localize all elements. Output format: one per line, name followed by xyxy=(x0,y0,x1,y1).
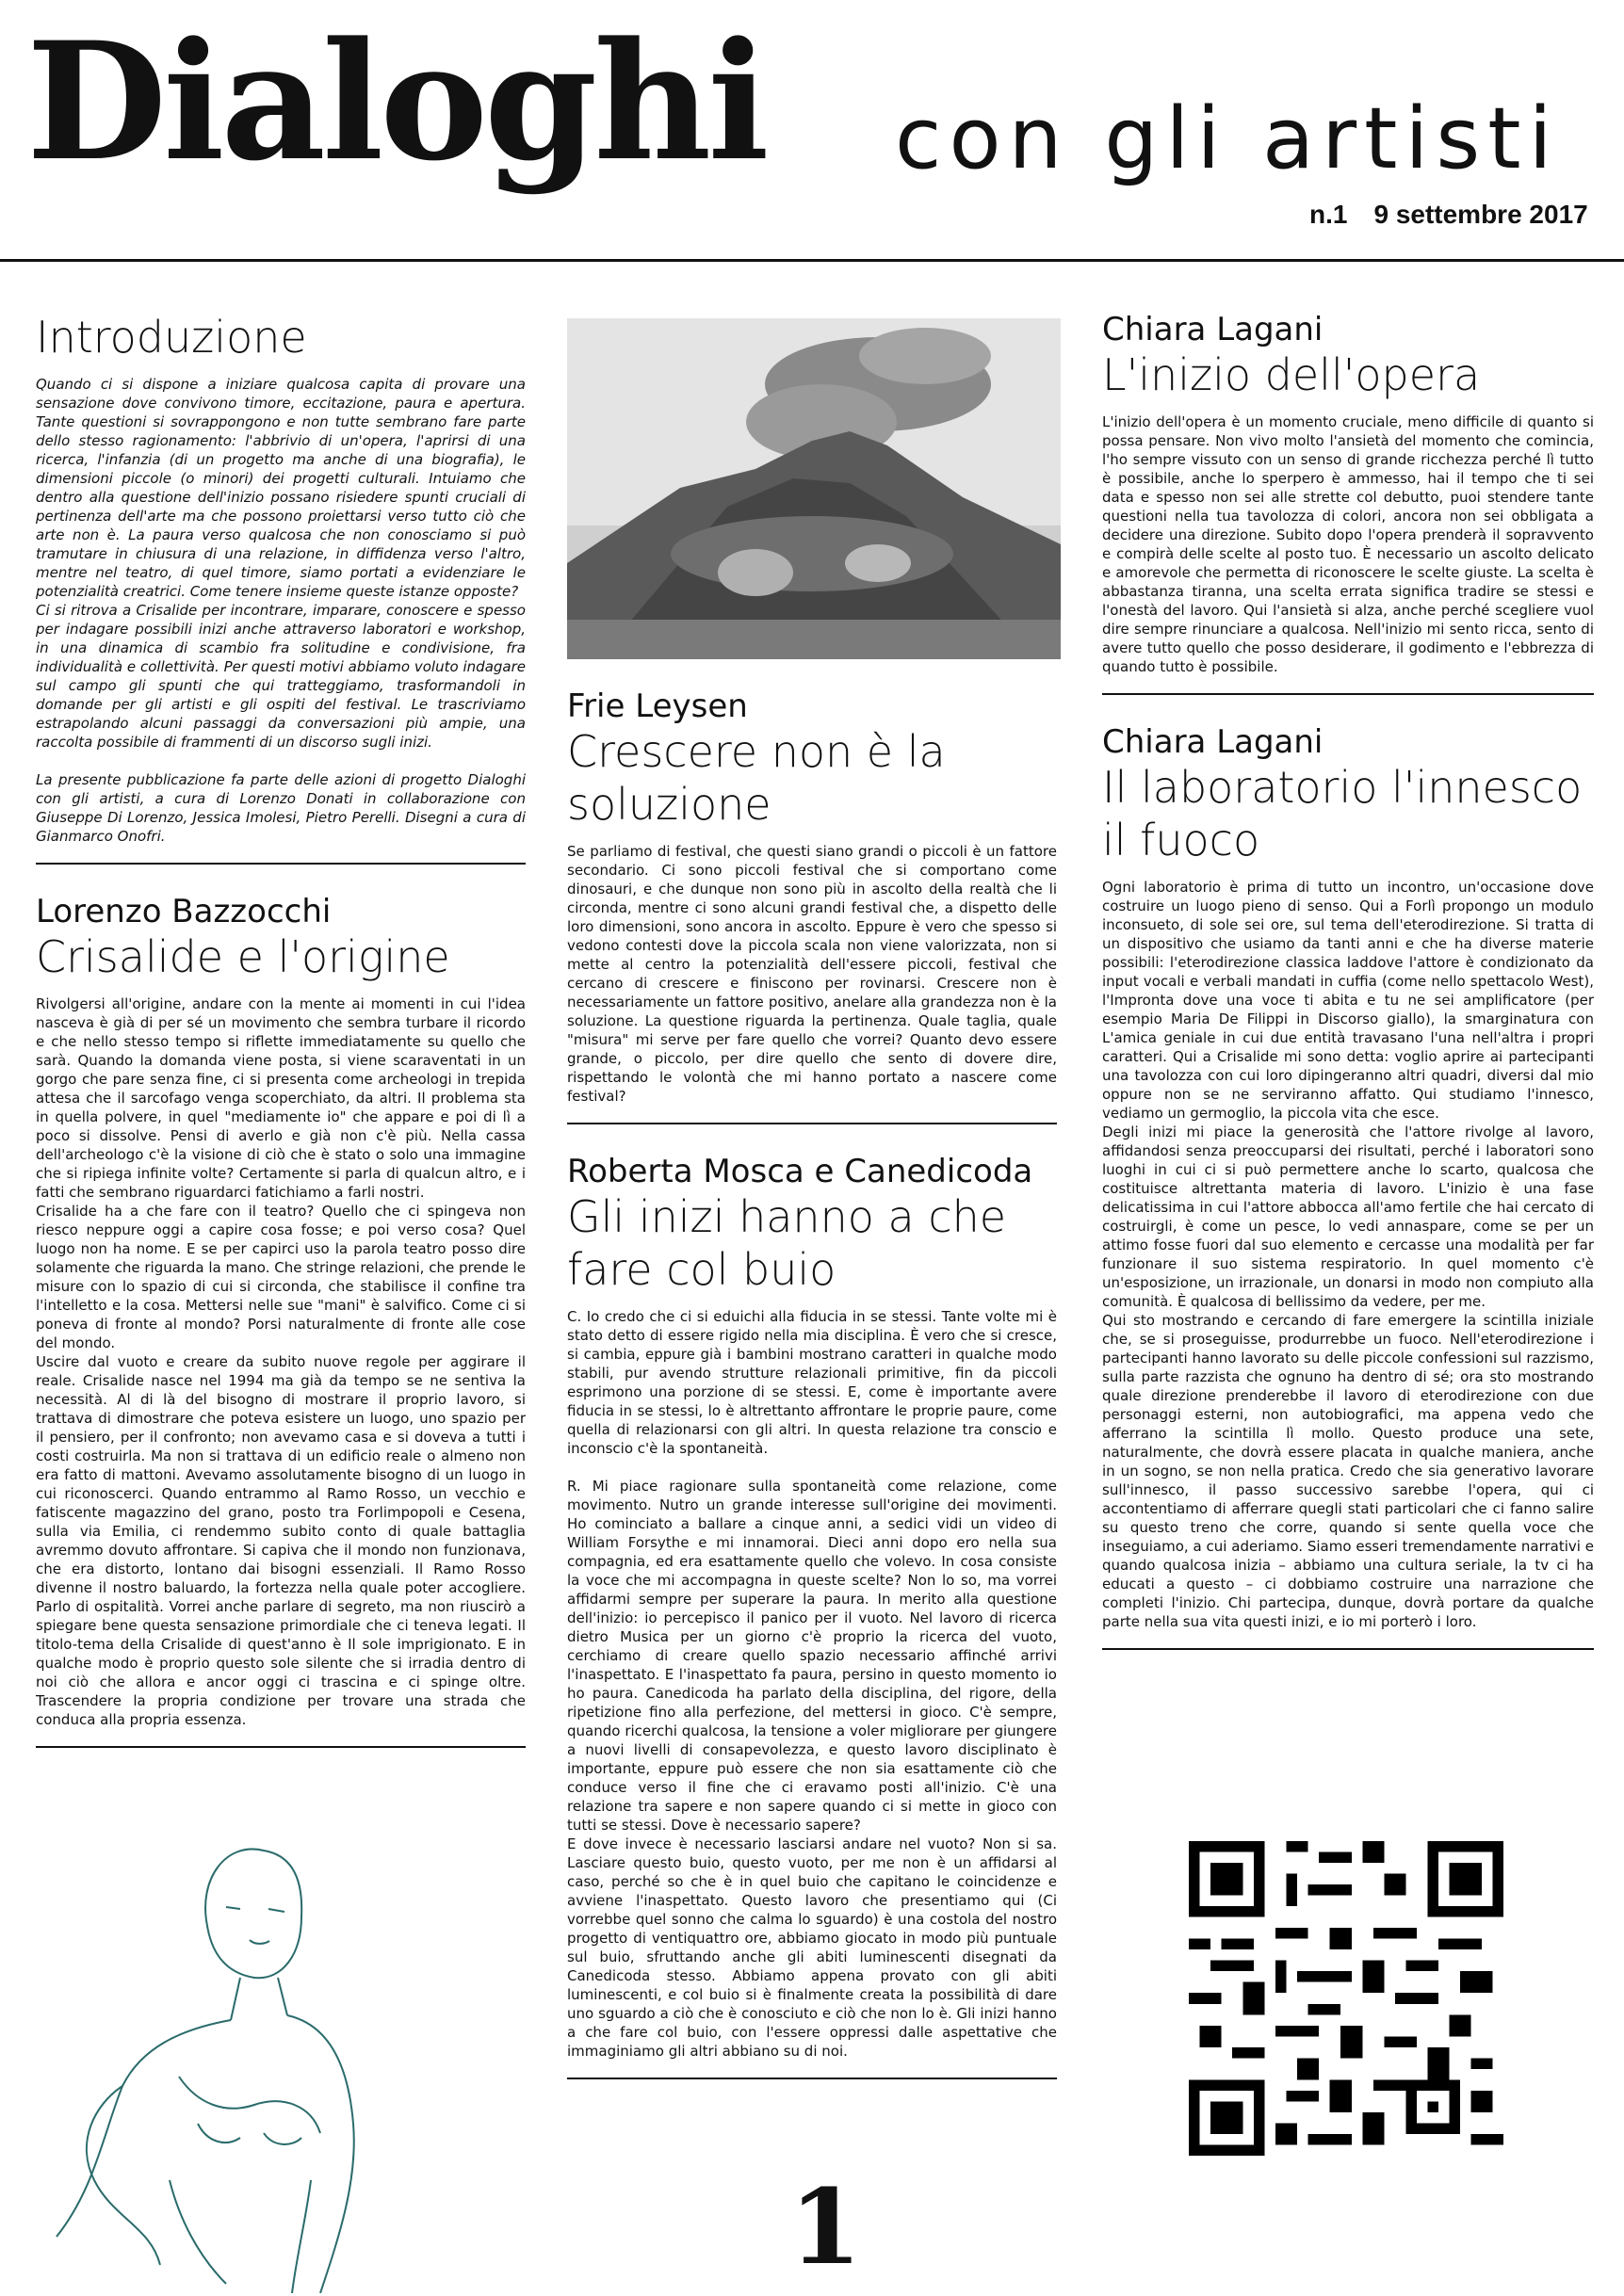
intro-paragraph: Ci si ritrova a Crisalide per incontrare, imparare, conoscere e spesso per indagare possibili inizi anche attraverso laboratori e workshop, in una dinamica di scambio fra solitudine e condivisione, fra individualità e collettività. Per questi motivi abbiamo voluto indagare sul campo gli spunti che qui tratteggiamo, trasformandoli in domande per gli artisti e gli ospiti del festival. Le trascriviamo estrapolando alcuni passaggi da conversazioni più ampie, una raccolta possibile di frammenti di un discorso sugli inizi. xyxy=(36,602,526,751)
lagani2-author: Chiara Lagani xyxy=(1102,723,1324,761)
mosca-title: Gli inizi hanno a che fare col buio xyxy=(567,1191,1007,1295)
mosca-paragraph: R. Mi piace ragionare sulla spontaneità come relazione, come movimento. Nutro un grande interesse sull'origine dei movimenti. Ho cominciato a ballare a cinque anni, a sedici vidi un video di William Forsythe e mi innamorai. Dieci anni dopo ero nella sua compagnia, ed era esattamente quello che volevo. In cosa consiste la voce che mi accompagna in queste scelte? Non lo so, ma vorrei affidarmi sempre per superare la paura. In merito alla questione dell'inizio: io percepisco il panico per il vuoto. Nel lavoro di ricerca dietro Musica per un giorno c'è proprio la ricerca del vuoto, cerchiamo di creare quello spazio necessario affinché arrivi l'inaspettato. E l'inaspettato fa paura, persino in questo momento io ho paura. Canedicoda ha parlato della disciplina, del rigore, della ripetizione fino alla perfezione, del mettersi in gioco. C'è sempre, quando ricerchi qualcosa, la tensione a voler migliorare per giungere a nuovi livelli di consapevolezza, e questo lavoro disciplinato è importante, eppure può essere che non sia esattamente ciò che conduce verso il fine che ci eravamo posti all'inizio. C'è una relazione tra sapere e non sapere quando ci si mette in gioco con tutti se stessi. Dove è necessario sapere? xyxy=(567,1478,1057,1834)
bazzocchi-body xyxy=(36,994,526,1729)
section-divider xyxy=(567,1123,1057,1124)
issue-line xyxy=(1309,200,1615,230)
column-middle xyxy=(567,311,1057,2108)
figure-sketch-drawing xyxy=(38,1822,377,2293)
leysen-title: Crescere non è la soluzione xyxy=(567,726,946,830)
bazzocchi-paragraph: Crisalide ha a che fare con il teatro? Quello che ci spingeva non riesco neppure oggi a capire cosa fosse; e poi verso cosa? Quel luogo non ha nome. E se per capirci uso la parola teatro posso dire solamente che riguarda la mano. Che stringe relazioni, che prende le misure con lo spazio di cui si circonda, che stabilisce il confine tra l'intelletto e la cosa. Mettersi nelle sue "mani" è salvifico. Come ci si poneva di fronte al mondo? Porsi naturalmente di fronte alle cose del mondo. xyxy=(36,1203,526,1351)
lagani1-paragraph: L'inizio dell'opera è un momento cruciale, meno difficile di quanto si possa pensare. Non vivo molto l'ansietà del momento che comincia, l'ho sempre vissuto con un senso di grande ricchezza perché lì tutto è possibile, anche lo sperpero è ammesso, hai il tempo che ti sei data e spesso non sei alle strette col debutto, puoi stendere tante questioni nella tua tavolozza di colori, ancora non sei obbligata a decidere una direzione. Subito dopo l'opera prenderà il sopravvento e compirà delle scelte al posto tuo. È necessario un ascolto delicato e amorevole che permetta di riconoscere le scelte giuste. La scelta è abbastanza tiranna, una scelta errata significa tradire se stessi e l'onestà del lavoro. Qui l'ansietà si alza, anche perché scegliere vuol dire sempre rinunciare a qualcosa. Nell'inizio mi sento ricca, sento di avere tutto quello che posso desiderare, il godimento e l'ebbrezza di quando tutto è possibile. xyxy=(1102,413,1594,675)
issue-number: n.1 xyxy=(1309,200,1348,229)
lagani2-paragraph: Ogni laboratorio è prima di tutto un incontro, un'occasione dove costruire un luogo pieno di senso. Qui a Forlì propongo un modulo inconsueto, di sole sei ore, sul tema dell'eterodirezione. Si tratta di un dispositivo che usiamo da tanti anni e che ha diverse materie possibili: l'eterodirezione classica laddove l'attore è condizionato da input vocali e verbali mandati in cuffia (come nello spettacolo West), l'Impronta dove una voce ti abita e tu ne sei amplificatore (per esempio Maria De Filippi in Discorso giallo), la smarginatura con L'amica geniale in cui due entità travasano l'una nell'altra i propri caratteri. Qui a Crisalide mi sono detta: voglio aprire ai partecipanti una tavolozza con cui loro dipingeranno altri quadri, diversi dal mio oppure non se ne serviranno affatto. Qui studiamo l'innesco, vediamo un germoglio, la piccola vita che esce. xyxy=(1102,879,1594,1122)
lagani2-body xyxy=(1102,878,1594,1631)
masthead-subtitle: con gli artisti xyxy=(895,89,1560,188)
page-number: 1 xyxy=(789,2166,862,2288)
leysen-author: Frie Leysen xyxy=(567,687,748,725)
lagani2-title: Il laboratorio l'innesco il fuoco xyxy=(1102,762,1583,865)
intro-paragraph: Quando ci si dispone a iniziare qualcosa capita di provare una sensazione dove convivono timore, eccitazione, paura e apertura. Tante questioni si sovrappongono e non tutte sembrano fare parte dello stesso ragionamento: l'abbrivio di un'opera, l'aprirsi di una ricerca, l'infanzia (di un progetto ma anche di una biografia), le dimensioni piccole (o minori) dei progetti culturali. Intuiamo che dentro alla questione dell'inizio possano risiedere spunti cruciali di pertinenza dell'arte ma che possono proiettarsi verso tutto ciò che arte non è. La paura verso qualcosa che non conosciamo si può tramutare in chiusura di una relazione, in diffidenza verso l'altro, mentre nel teatro, di quel timore, siamo portati a evidenziare le potenzialità creatrici. Come tenere insieme queste istanze opposte? xyxy=(36,376,526,600)
leysen-paragraph: Se parliamo di festival, che questi siano grandi o piccoli è un fattore secondario. Ci sono piccoli festival che si comportano come dinosauri, e che dunque non sono più in ascolto della realtà che li circonda, mentre ci sono alcuni grandi festival che, a dispetto delle loro dimensioni, sono ancora in ascolto. Eppure è vero che spesso si vedono contesti dove la piccola scala non viene valorizzata, non si mette al centro la potenzialità dell'essere piccoli, festival che cercano di crescere e finiscono per rovinarsi. Crescere non è necessariamente un fattore positivo, anelare alla grandezza non è la soluzione. La questione riguarda la pertinenza. Quale taglia, quale "misura" mi serve per fare quello che vorrei? Quanto devo essere grande, o piccolo, per dire quello che sento di dovere dire, rispettando le volontà che mi hanno portato a nascere come festival? xyxy=(567,843,1057,1105)
section-divider xyxy=(567,2078,1057,2079)
mosca-body xyxy=(567,1307,1057,2061)
mosca-author: Roberta Mosca e Canedicoda xyxy=(567,1153,1033,1190)
bazzocchi-title: Crisalide e l'origine xyxy=(36,931,450,982)
section-divider xyxy=(36,863,526,865)
section-divider xyxy=(36,1746,526,1748)
masthead-rule xyxy=(0,259,1624,262)
column-right xyxy=(1102,311,1594,1678)
issue-date: 9 settembre 2017 xyxy=(1373,200,1588,229)
column-left xyxy=(36,311,526,1776)
bazzocchi-paragraph: Rivolgersi all'origine, andare con la mente ai momenti in cui l'idea nasceva è già di per sé un movimento che sembra turbare il ricordo e che nello stesso tempo si riflette immediatamente su quello che sarà. Quando la domanda viene posta, si viene scaraventati in un gorgo che pare senza fine, ci si presenta come archeologi in trepida attesa che il sarcofago venga scoperchiato, da altri. Il problema sta in quella polvere, in quel "mediamente io" che appare e poi di lì a poco si dissolve. Pensi di averlo e già non c'è più. Nella cassa dell'archeologo c'è la visione di ciò che è stato o solo una immagine che si ripiega infinite volte? Certamente si parla di qualcun altro, e i fatti che sembrano riguardarci fatichiamo a farli nostri. xyxy=(36,995,526,1201)
qr-code[interactable] xyxy=(1189,1841,1503,2156)
intro-title: Introduzione xyxy=(36,312,307,363)
lagani1-title: L'inizio dell'opera xyxy=(1102,349,1481,400)
lagani2-paragraph: Degli inizi mi piace la generosità che l'attore rivolge al lavoro, affidandosi senza preoccuparsi dei risultati, perché i laboratori sono luoghi in cui ci si può permettere anche lo scarto, qualcosa che costituisce altrettanta materia di lavoro. L'inizio è una fase delicatissima in cui l'attore abbocca all'amo fertile che hai cercato di costruirgli, è come un pesce, lo vedi annaspare, come se per un attimo fosse fuori dal suo elemento e cercasse una modalità per far funzionare il suo sistema respiratorio. In quel momento c'è un'esposizione, un irrazionale, un donarsi in modo non compiuto alla comunità. È qualcosa di bellissimo da vedere, per me. xyxy=(1102,1124,1594,1310)
bazzocchi-paragraph: Uscire dal vuoto e creare da subito nuove regole per aggirare il reale. Crisalide nasce nel 1994 ma già da tempo se ne sentiva la necessità. Al di là del bisogno di mostrare il proprio lavoro, si trattava di dimostrare che poteva esistere un luogo, uno spazio per il pensiero, per il confronto; non avevamo casa e si doveva a tutti i costi costruirla. Ma non si trattava di un edificio reale o almeno non era fatto di mattoni. Avevamo assolutamente bisogno di un luogo in cui riconoscerci. Quando entrammo al Ramo Rosso, un vecchio e fatiscente magazzino del grano, posto tra Forlimpopoli e Cesena, sulla via Emilia, ci rendemmo subito conto di quale battaglia avremmo dovuto affrontare. Si capiva che il mondo non funzionava, che era distorto, lontano dai bisogni essenziali. Il Ramo Rosso divenne il nostro baluardo, la fortezza nella quale poter accogliere. Parlo di ospitalità. Vorrei anche parlare di segreto, ma non riuscirò a spiegare bene questa sensazione primordiale che ci teneva legati. Il titolo-tema della Crisalide di quest'anno è Il sole imprigionato. E in qualche modo è proprio questo sole silente che si irradia dentro di noi ciò che allora e ancor oggi ci trascina e ci spinge oltre. Trascendere la propria condizione per trovare una strada che conduca alla propria essenza. xyxy=(36,1353,526,1728)
leysen-body xyxy=(567,842,1057,1106)
lagani1-body xyxy=(1102,412,1594,676)
masthead-title: Dialoghi xyxy=(26,6,766,197)
bazzocchi-author: Lorenzo Bazzocchi xyxy=(36,893,332,930)
intro-body xyxy=(36,375,526,846)
section-divider xyxy=(1102,1648,1594,1650)
volcano-engraving-image xyxy=(567,318,1061,659)
mosca-paragraph: C. Io credo che ci si eduichi alla fiducia in se stessi. Tante volte mi è stato detto di essere rigido nella mia disciplina. È vero che si cresce, si cambia, eppure già i bambini mostrano caratteri in qualche modo stabili, pur avendo strutture relazionali primitive, fin da piccoli esprimono una porzione di se stessi. E, come è importante avere fiducia in se stessi, lo è altrettanto affrontare le proprie paure, come quella di relazionarsi con gli altri. In questa relazione tra conscio e inconscio c'è la spontaneità. xyxy=(567,1308,1057,1457)
mosca-paragraph: E dove invece è necessario lasciarsi andare nel vuoto? Non si sa. Lasciare questo buio, questo vuoto, per me non è un affidarsi al caso, perché so che è in quel buio che capitano le coincidenze e avviene l'inaspettato. Questo lavoro che presentiamo qui (Ci vorrebbe quel sonno che calma lo sguardo) è una costola del nostro progetto di ventiquattro ore, abbiamo giocato in modo più puntuale sul buio, sfruttando anche gli abiti luminescenti disegnati da Canedicoda stesso. Abbiamo appena provato con gli abiti luminescenti, e col buio si è finalmente creata la possibilità di dare uno sguardo a ciò che è conosciuto e ciò che non lo è. Gli inizi hanno a che fare col buio, con l'essere oppressi dalle aspettative che immaginiamo gli altri abbiano su di noi. xyxy=(567,1835,1057,2060)
section-divider xyxy=(1102,693,1594,695)
lagani1-author: Chiara Lagani xyxy=(1102,311,1324,348)
lagani2-paragraph: Qui sto mostrando e cercando di fare emergere la scintilla iniziale che, se si proseguisse, produrrebbe un fuoco. Nell'eterodirezione i partecipanti hanno lavorato su delle piccole confessioni sul razzismo, sulla parte razzista che ognuno ha dentro di sé; ora sto mostrando quale direzione prenderebbe il lavoro di eterodirezione con due personaggi esterni, non autobiografici, ma appena vedo che afferrano la scintilla lì mollo. Questo produce una sete, naturalmente, che dovrà essere placata in qualche maniera, anche in un sogno, se non nella pratica. Credo che sia generativo lavorare sull'innesco, il passo successivo sarebbe l'opera, qui ci accontentiamo di afferrare quegli stati particolari che ci fanno salire su questo treno che corre, quando si sente quella voce che inseguiamo, a cui aderiamo. Siamo esseri tremendamente narrativi e quando qualcosa inizia – abbiamo una cultura seriale, la tv ci ha educati a questo – ci dobbiamo costruire una narrazione che completi l'inizio. Chi partecipa, dunque, dovrà portare da qualche parte nella sua vita questi inizi, e io mi porterò i loro. xyxy=(1102,1312,1594,1630)
intro-credits: La presente pubblicazione fa parte delle azioni di progetto Dialoghi con gli artisti, a cura di Lorenzo Donati in collaborazione con Giuseppe Di Lorenzo, Jessica Imolesi, Pietro Perelli. Disegni a cura di Gianmarco Onofri. xyxy=(36,771,526,845)
